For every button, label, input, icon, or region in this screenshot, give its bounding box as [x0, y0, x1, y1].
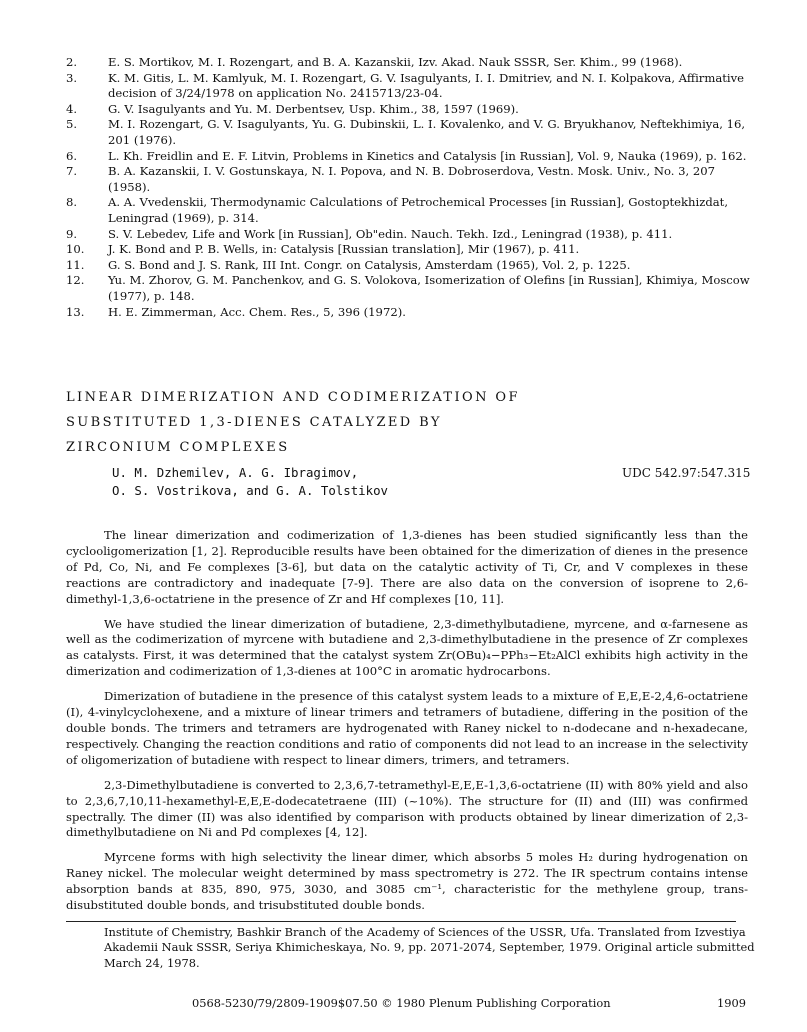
reference-number: 8.: [66, 195, 78, 210]
reference-text: K. M. Gitis, L. M. Kamlyuk, M. I. Rozengart, G. V. Isagulyants, I. I. Dmitriev, and N. I. Kolpakova, Affirmative decision of 3/24/1978 on application No. 2415713/23-04.: [108, 70, 745, 101]
title-line: ZIRCONIUM COMPLEXES: [66, 440, 290, 455]
reference-item: [66, 55, 756, 71]
reference-item: [66, 71, 756, 102]
author-list: [112, 464, 388, 500]
reference-text: E. S. Mortikov, M. I. Rozengart, and B. A. Kazanskii, Izv. Akad. Nauk SSSR, Ser. Khim., 99 (1968).: [108, 55, 683, 69]
authors-line: O. S. Vostrikova, and G. A. Tolstikov: [112, 483, 389, 498]
reference-number: 2.: [66, 55, 78, 69]
article-body: [66, 528, 748, 923]
body-paragraph: Myrcene forms with high selectivity the linear dimer, which absorbs 5 moles H₂ during hydrogenation on Raney nickel. The molecular weight determined by mass spectrometry is 272. The IR spectrum contains intense absorption bands at 835, 890, 975, 3030, and 3085 cm⁻¹, characteristic for the methylene group, trans-disubstituted double bonds, and trisubstituted double bonds.: [66, 850, 748, 913]
reference-number: 5.: [66, 117, 78, 132]
page-number: 1909: [717, 996, 746, 1010]
reference-text: A. A. Vvedenskii, Thermodynamic Calculations of Petrochemical Processes [in Russian], Gostoptekhizdat, Leningrad (1969), p. 314.: [108, 195, 728, 225]
udc-code: UDC 542.97:547.315: [622, 466, 751, 480]
reference-text: J. K. Bond and P. B. Wells, in: Catalysis [Russian translation], Mir (1967), p. 411.: [108, 242, 580, 257]
reference-number: 12.: [66, 273, 85, 288]
reference-item: [66, 273, 756, 304]
footnote-divider: [66, 921, 736, 922]
authors-line: U. M. Dzhemilev, A. G. Ibragimov,: [112, 465, 359, 480]
reference-item: [66, 305, 756, 321]
reference-text: G. S. Bond and J. S. Rank, III Int. Congr. on Catalysis, Amsterdam (1965), Vol. 2, p. 1225.: [108, 257, 631, 272]
reference-item: [66, 195, 756, 226]
body-paragraph: We have studied the linear dimerization of butadiene, 2,3-dimethylbutadiene, myrcene, and α-farnesene as well as the codimerization of myrcene with butadiene and 2,3-dimethylbutadiene in the presence of Zr complexes as catalysts. First, it was determined that the catalyst system Zr(OBu)₄−PPh₃−Et₂AlCl exhibits high activity in the dimerization and codimerization of 1,3-dienes at 100°C in aromatic hydrocarbons.: [66, 616, 748, 679]
copyright-line: 0568-5230/79/2809-1909$07.50 © 1980 Plenum Publishing Corporation: [192, 996, 611, 1010]
reference-number: 7.: [66, 164, 78, 179]
reference-text: S. V. Lebedev, Life and Work [in Russian], Ob"edin. Nauch. Tekh. Izd., Leningrad (1938), p. 411.: [108, 226, 673, 241]
article-title: [66, 385, 520, 460]
reference-number: 9.: [66, 226, 78, 241]
reference-item: [66, 258, 756, 274]
reference-text: Yu. M. Zhorov, G. M. Panchenkov, and G. S. Volokova, Isomerization of Olefins [in Russian], Khimiya, Moscow (1977), p. 148.: [108, 273, 750, 303]
reference-text: G. V. Isagulyants and Yu. M. Derbentsev, Usp. Khim., 38, 1597 (1969).: [108, 101, 519, 116]
affiliation-footnote: [66, 925, 756, 971]
title-line: LINEAR DIMERIZATION AND CODIMERIZATION OF: [66, 390, 520, 405]
reference-item: [66, 149, 756, 165]
reference-number: 6.: [66, 148, 78, 163]
reference-number: 11.: [66, 257, 85, 272]
reference-number: 4.: [66, 101, 78, 116]
reference-item: [66, 102, 756, 118]
reference-item: [66, 117, 756, 148]
reference-text: M. I. Rozengart, G. V. Isagulyants, Yu. G. Dubinskii, L. I. Kovalenko, and V. G. Bryukhanov, Neftekhimiya, 16, 201 (1976).: [108, 117, 746, 147]
body-paragraph: The linear dimerization and codimerization of 1,3-dienes has been studied significantly less than the cyclooligomerization [1, 2]. Reproducible results have been obtained for the dimerization of dienes in the presence of Pd, Co, Ni, and Fe complexes [3-6], but data on the catalytic activity of Ti, Cr, and V complexes in these reactions are contradictory and inadequate [7-9]. There are also data on the conversion of isoprene to 2,6-dimethyl-1,3,6-octatriene in the presence of Zr and Hf complexes [10, 11].: [66, 528, 748, 606]
reference-number: 3.: [66, 70, 78, 85]
reference-item: [66, 227, 756, 243]
reference-text: L. Kh. Freidlin and E. F. Litvin, Problems in Kinetics and Catalysis [in Russian], Vol. 9, Nauka (1969), p. 162.: [108, 148, 747, 163]
reference-number: 13.: [66, 304, 85, 319]
footnote-text: Institute of Chemistry, Bashkir Branch of the Academy of Sciences of the USSR, Ufa. Translated from Izvestiya Akademii Nauk SSSR, Seriya Khimicheskaya, No. 9, pp. 2071-2074, September, 1979. Original article submitted March 24, 1978.: [104, 925, 755, 970]
reference-number: 10.: [66, 242, 85, 257]
reference-list: [66, 55, 756, 320]
reference-text: B. A. Kazanskii, I. V. Gostunskaya, N. I. Popova, and N. B. Dobroserdova, Vestn. Mosk. Univ., No. 3, 207 (1958).: [108, 164, 716, 194]
reference-item: [66, 242, 756, 258]
title-line: SUBSTITUTED 1,3-DIENES CATALYZED BY: [66, 415, 442, 430]
reference-item: [66, 164, 756, 195]
body-paragraph: 2,3-Dimethylbutadiene is converted to 2,3,6,7-tetramethyl-E,E,E-1,3,6-octatriene (II) with 80% yield and also to 2,3,6,7,10,11-hexamethyl-E,E,E-dodecatetraene (III) (~10%). The structure for (II) and (III) was confirmed spectrally. The dimer (II) was also identified by comparison with products obtained by linear dimerization of 2,3-dimethylbutadiene on Ni and Pd complexes [4, 12].: [66, 777, 748, 840]
body-paragraph: Dimerization of butadiene in the presence of this catalyst system leads to a mixture of E,E,E-2,4,6-octatriene (I), 4-vinylcyclohexene, and a mixture of linear trimers and tetramers of butadiene, differing in the position of the double bonds. The trimers and tetramers are hydrogenated with Raney nickel to n-dodecane and n-hexadecane, respectively. Changing the reaction conditions and ratio of components did not lead to an increase in the selectivity of oligomerization of butadiene with respect to linear dimers, trimers, and tetramers.: [66, 689, 748, 767]
reference-text: H. E. Zimmerman, Acc. Chem. Res., 5, 396 (1972).: [108, 304, 406, 319]
